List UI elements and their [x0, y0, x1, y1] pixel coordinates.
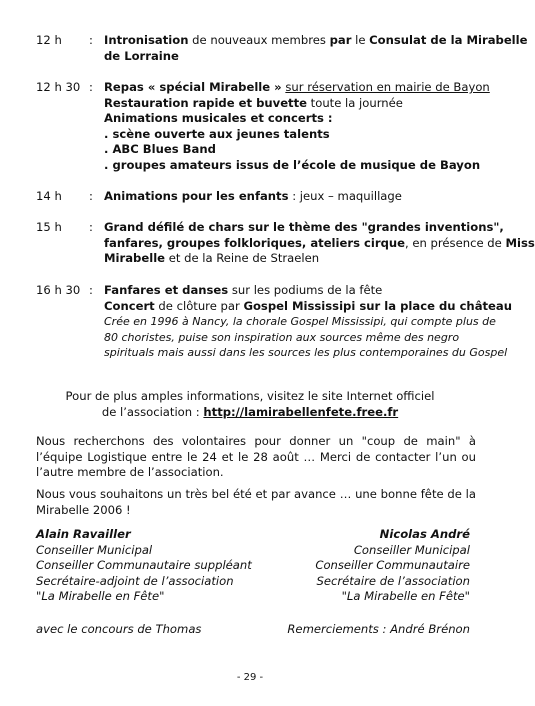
text-segment: : jeux – maquillage [288, 189, 402, 203]
schedule-colon: : [89, 283, 93, 297]
schedule-line [104, 298, 512, 315]
more-info [0, 389, 500, 420]
signature-left [36, 527, 252, 605]
credits-right: Remerciements : André Brénon [287, 622, 470, 636]
schedule-line [104, 314, 496, 330]
schedule-time: 15 h [36, 220, 62, 234]
text-segment: 80 choristes, puise son inspiration aux sources même des negro [104, 330, 460, 344]
schedule-line [104, 111, 476, 127]
signatory-title: Conseiller Communautaire [315, 558, 470, 572]
text-segment: . groupes amateurs issus de l’école de musique de Bayon [104, 157, 481, 172]
schedule-details [104, 33, 528, 64]
info-line-2 [0, 405, 500, 421]
schedule-row [36, 33, 528, 64]
text-segment: , en présence de [405, 235, 506, 250]
schedule-line [104, 127, 476, 143]
volunteers-paragraph: Nous recherchons des volontaires pour donner un "coup de main" à l’équipe Logistique entre le 24 et le 28 août … Merci de contacter l’un ou l’autre membre de l’association. [36, 434, 476, 479]
text-segment: par [329, 33, 352, 47]
info-line-1: Pour de plus amples informations, visitez le site Internet officiel [65, 389, 435, 403]
schedule-time: 12 h 30 [36, 80, 81, 94]
schedule-colon: : [89, 80, 93, 94]
text-segment: . scène ouverte aux jeunes talents [104, 126, 330, 141]
text-segment: Gospel Mississipi sur la place du château [243, 298, 512, 313]
signatory-title: Conseiller Communautaire suppléant [36, 558, 252, 572]
schedule-details [104, 283, 512, 361]
text-segment: Consulat de la Mirabelle [369, 33, 528, 47]
text-segment: Repas « spécial Mirabelle » [104, 80, 282, 94]
schedule-line [104, 157, 481, 174]
text-segment: Mirabelle [104, 251, 166, 265]
schedule-line [104, 251, 476, 267]
page-number: - 29 - [236, 672, 264, 683]
text-segment: de Lorraine [104, 48, 179, 63]
info-prefix: de l’association : [101, 404, 204, 419]
schedule-row [36, 189, 476, 205]
signatory-title: "La Mirabelle en Fête" [36, 589, 165, 603]
schedule-line [104, 235, 535, 252]
text-segment: de nouveaux membres [188, 33, 330, 47]
schedule-line [104, 80, 490, 96]
schedule-line [104, 96, 476, 112]
text-segment: toute la journée [307, 95, 403, 110]
schedule-line [104, 283, 476, 299]
schedule-details [104, 189, 476, 205]
schedule-time: 14 h [36, 189, 62, 203]
signatory-title: Conseiller Municipal [36, 542, 153, 557]
schedule-colon: : [89, 220, 93, 234]
website-link[interactable]: http://lamirabellenfete.free.fr [203, 404, 399, 419]
signatory-title: "La Mirabelle en Fête" [341, 589, 470, 603]
text-segment: . ABC Blues Band [104, 142, 216, 156]
text-segment: Grand défilé de chars sur le thème des "grandes inventions", [104, 220, 504, 234]
signatory-title: Secrétaire de l’association [316, 573, 470, 588]
schedule-time: 16 h 30 [36, 283, 81, 297]
schedule-colon: : [89, 189, 93, 203]
schedule-colon: : [89, 33, 93, 47]
text-segment: et de la Reine de Straelen [165, 251, 320, 265]
text-segment: Animations musicales et concerts : [104, 111, 333, 125]
text-segment: de clôture par [154, 298, 244, 313]
text-segment: le [351, 33, 370, 47]
text-segment: Miss [505, 235, 535, 250]
signature-right [315, 527, 470, 605]
signatory-title: Conseiller Municipal [353, 542, 470, 557]
schedule-line [104, 330, 476, 346]
text-segment[interactable]: sur réservation en mairie de Bayon [285, 80, 490, 94]
text-segment: Intronisation [104, 33, 189, 47]
schedule-line [104, 49, 476, 65]
wishes-paragraph: Nous vous souhaitons un très bel été et par avance … une bonne fête de la Mirabelle 2006 ! [36, 487, 476, 517]
signatory-name-right: Nicolas André [379, 527, 470, 541]
credits-left: avec le concours de Thomas [36, 622, 202, 636]
schedule-details [104, 220, 535, 267]
schedule-line [104, 33, 528, 49]
schedule-time: 12 h [36, 33, 62, 47]
schedule-line [104, 220, 504, 236]
schedule-row [36, 283, 512, 361]
text-segment: Concert [104, 298, 155, 313]
text-segment: spirituals mais aussi dans les sources les plus contemporaines du Gospel [104, 346, 508, 359]
text-segment: Crée en 1996 à Nancy, la chorale Gospel Mississipi, qui compte plus de [104, 315, 496, 328]
schedule-row [36, 80, 490, 173]
schedule-line [104, 142, 476, 158]
schedule-line [104, 345, 508, 361]
schedule-row [36, 220, 535, 267]
text-segment: Animations pour les enfants [104, 189, 289, 203]
schedule-line [104, 189, 476, 205]
text-segment: fanfares, groupes folkloriques, ateliers cirque [104, 235, 406, 250]
signatory-title: Secrétaire-adjoint de l’association [36, 573, 234, 588]
text-segment: sur les podiums de la fête [228, 283, 383, 297]
signatory-name-left: Alain Ravailler [36, 527, 131, 541]
text-segment: Restauration rapide et buvette [104, 95, 307, 110]
text-segment: Fanfares et danses [104, 283, 229, 297]
schedule-details [104, 80, 490, 173]
